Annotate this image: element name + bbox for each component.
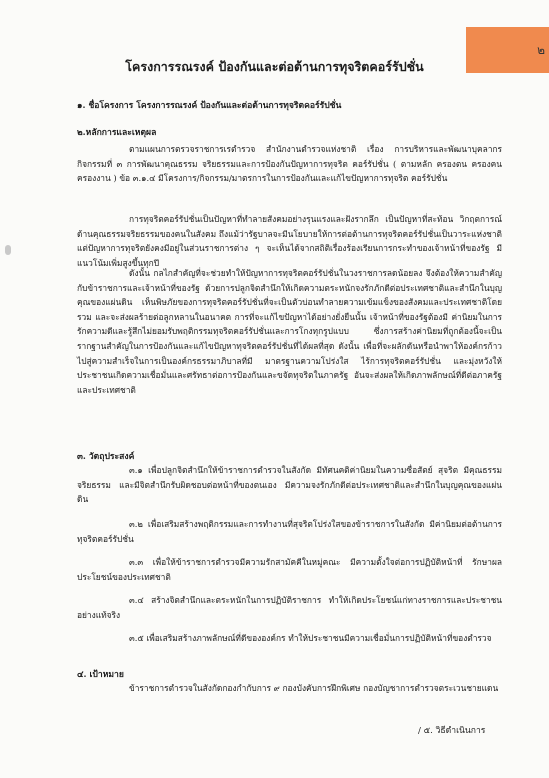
paragraph-3: ดังนั้น กลไกสำคัญที่จะช่วยทำให้ปัญหาการทุจริตคอร์รัปชั่นในวงราชการลดน้อยลง จึงต้องให้ความสำคัญกับข้าราชการและเจ้าหน้าที่ของรัฐ ด้วยการปลูกจิตสำนึกให้เกิดความตระหนักจงรักภักดีต่อประเทศชาติและสำนึกในบุญคุณของแผ่นดิน เห็นพิษภัยของการทุจริตคอร์รัปชั่นที่จะเป็นตัวบ่อนทำลายความเข้มแข็งของสังคมและประเทศชาติโดยรวม และจะส่งผลร้ายต่อลูกหลานในอนาคต การที่จะแก้ไขปัญหาได้อย่างยั่งยืนนั้น เจ้าหน้าที่ของรัฐต้องมี ค่านิยมในการรักความดีและรู้สึกไม่ยอมรับพฤติกรรมทุจริตคอร์รัปชั่นและการโกงทุกรูปแบบ ซึ่งการสร้างค่านิยมที่ถูกต้องนี้จะเป็นรากฐานสำคัญในการป้องกันและแก้ไขปัญหาทุจริตคอร์รัปชั่นที่ได้ผลที่สุด ดังนั้น เพื่อที่จะผลักดันหรือนำพาให้องค์กรก้าวไปสู่ความสำเร็จในการเป็นองค์กรธรรมาภิบาลที่มี มาตรฐานความโปร่งใส ไร้การทุจริตคอร์รัปชั่น และมุ่งหวังให้ประชาชนเกิดความเชื่อมั่นและศรัทธาต่อการป้องกันและขจัดทุจริตในภาครัฐ อันจะส่งผลให้เกิดภาพลักษณ์ที่ดีต่อภาครัฐ และประเทศชาติ — [77, 268, 502, 395]
section-3-heading: ๓. วัตถุประสงค์ — [77, 452, 135, 462]
paragraph-1: ตามแผนการตรวจราชการเรตำรวจ สำนักงานตำรวจแห่งชาติ เรื่อง การบริหารและพัฒนาบุคลากร กิจกรรมที่ ๓ การพัฒนาคุณธรรม จริยธรรมและการป้องกันปัญหาการทุจริต คอร์รัปชั่น ( ตามหลัก ครองตน ครองคน ครองงาน ) ข้อ ๓.๑.๔ มีโครงการ/กิจกรรม/มาตรการในการป้องกันและแก้ไขปัญหาการทุจริต คอร์รัปชั่น — [77, 144, 502, 184]
section-4-heading: ๔. เป้าหมาย — [77, 670, 124, 680]
goal-paragraph: ข้าราชการตำรวจในสังกัดกองกำกับการ ๙ กองบังคับการฝึกพิเศษ กองบัญชาการตำรวจตระเวนชายแดน — [129, 683, 499, 693]
objective-5: ๓.๕ เพื่อเสริมสร้างภาพลักษณ์ที่ดีขององค์กร ทำให้ประชาชนมีความเชื่อมั่นการปฏิบัติหน้าที่ของตำรวจ — [129, 633, 492, 643]
objective-2: ๓.๒ เพื่อเสริมสร้างพฤติกรรมและการทำงานที่สุจริตโปร่งใสของข้าราชการในสังกัด มีค่านิยมต่อต้านการทุจริตคอร์รัปชั่น — [77, 519, 502, 544]
section-1-heading: ๑. ชื่อโครงการ โครงการรณรงค์ ป้องกันและต่อต้านการทุจริตคอร์รัปชั่น — [77, 101, 342, 111]
objective-4: ๓.๔ สร้างจิตสำนึกและตระหนักในการปฏิบัติราชการ ทำให้เกิดประโยชน์แก่ทางราชการและประชาชนอย่างแท้จริง — [77, 595, 502, 620]
margin-mark — [5, 245, 11, 255]
paragraph-2: การทุจริตคอร์รัปชั่นเป็นปัญหาที่ทำลายสังคมอย่างรุนแรงและฝังรากลึก เป็นปัญหาที่สะท้อน วิกฤตการณ์ด้านคุณธรรมจริยธรรมของคนในสังคม ถึงแม้ว่ารัฐบาลจะมีนโยบายให้การต่อต้านการทุจริตคอร์รัปชั่นเป็นวาระแห่งชาติ แต่ปัญหาการทุจริตยังคงมีอยู่ในส่วนราชการต่าง ๆ จะเห็นได้จากสถิติเรื่องร้องเรียนการกระทำของเจ้าหน้าที่ของรัฐ มีแนวโน้มเพิ่มสูงขึ้นทุกปี — [77, 214, 502, 268]
continuation-note: / ๕. วิธีดำเนินการ — [418, 726, 486, 736]
document-title: โครงการรณรงค์ ป้องกันและต่อต้านการทุจริตคอร์รัปชั่น — [125, 59, 424, 74]
page-number-mark: ๒ — [537, 43, 545, 57]
section-2-heading: ๒.หลักการและเหตุผล — [77, 128, 157, 138]
objective-1: ๓.๑ เพื่อปลูกจิตสำนึกให้ข้าราชการตำรวจในสังกัด มีทัศนคติค่านิยมในความซื่อสัตย์ สุจริต มีคุณธรรม จริยธรรม และมีจิตสำนึกรับผิดชอบต่อหน้าที่ของตนเอง มีความจงรักภักดีต่อประเทศชาติและสำนึกในบุญคุณของแผ่นดิน — [77, 465, 502, 505]
objective-3: ๓.๓ เพื่อให้ข้าราชการตำรวจมีความรักสามัคคีในหมู่คณะ มีความตั้งใจต่อการปฏิบัติหน้าที่ รักษาผลประโยชน์ของประเทศชาติ — [77, 557, 502, 582]
